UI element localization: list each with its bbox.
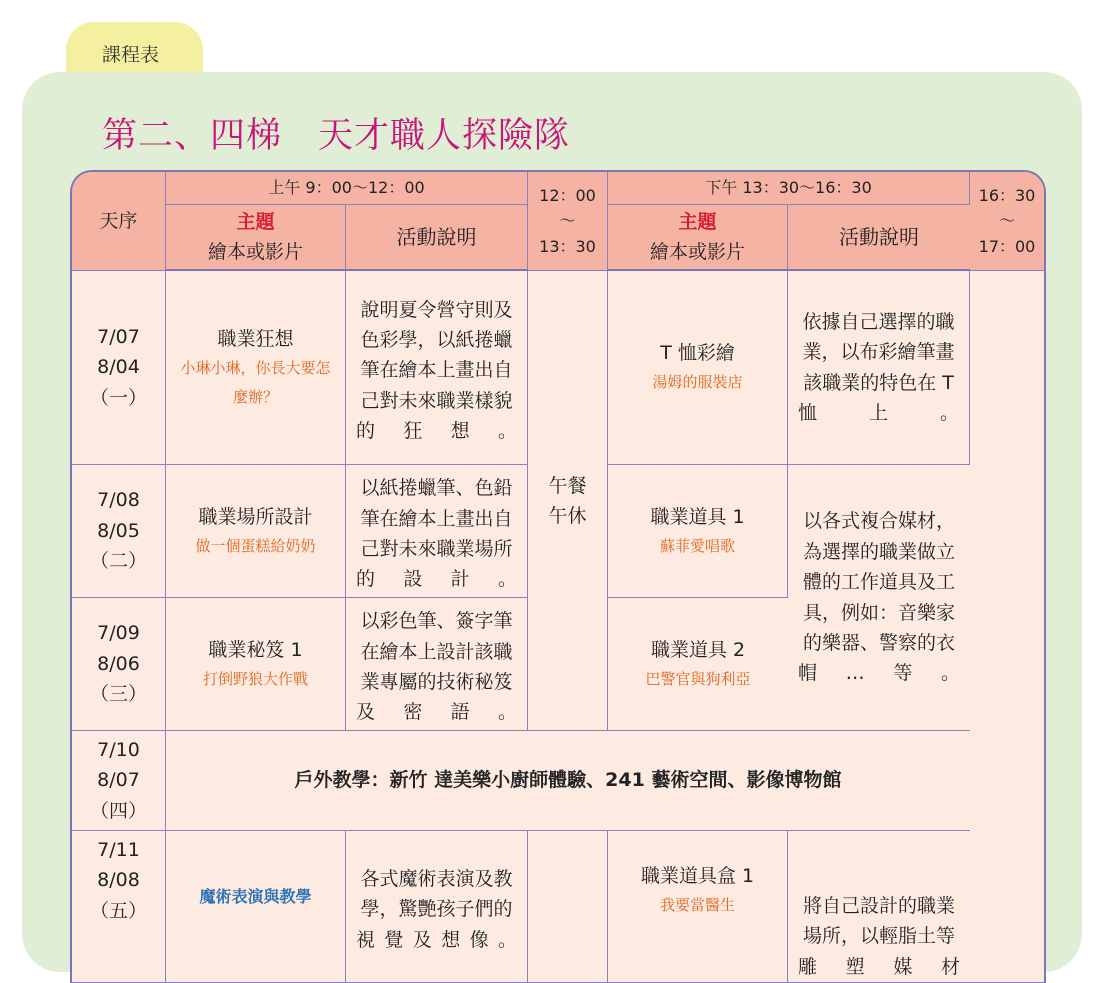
header-late — [970, 172, 1044, 271]
pm-desc: 將自己設計的職業場所，以輕脂土等雕塑媒材 — [798, 895, 961, 978]
am-desc-cell — [346, 831, 528, 983]
topic-sub-label-pm: 繪本或影片 — [650, 241, 746, 263]
pm-topic: 職業道具盒 1 — [640, 865, 755, 887]
pm-book: 湯姆的服裝店 — [652, 373, 743, 392]
date-cell — [72, 271, 166, 465]
pm-topic: 職業道具 2 — [650, 638, 746, 661]
schedule-table — [70, 170, 1046, 983]
weekday: （五） — [89, 899, 147, 922]
am-desc: 各式魔術表演及教學，驚艷孩子們的視覺及想像。 — [356, 868, 518, 951]
header-activity-am: 活動說明 — [346, 205, 528, 271]
date-line: 8/04 — [97, 356, 140, 379]
header-activity-pm: 活動說明 — [788, 205, 970, 271]
pm-topic: 職業道具 1 — [650, 505, 745, 528]
am-book: 打倒野狼大作戰 — [202, 669, 308, 688]
pm-desc-cell — [788, 831, 970, 983]
outing-cell: 戶外教學：新竹 達美樂小廚師體驗、241 藝術空間、影像博物館 — [166, 731, 970, 831]
date-cell — [72, 598, 166, 731]
noon-tilde: ～ — [559, 211, 576, 231]
tab-schedule[interactable]: 課程表 — [66, 22, 203, 80]
late-start: 16：30 — [978, 185, 1036, 205]
am-topic: 職業狂想 — [217, 327, 294, 350]
pm-topic-cell — [608, 271, 788, 465]
lunch-label: 午餐 — [548, 475, 587, 497]
topic-label-pm: 主題 — [678, 210, 717, 233]
am-topic-cell — [166, 598, 346, 731]
pm-topic-cell — [608, 831, 788, 983]
date-line: 7/09 — [97, 622, 140, 645]
am-book: 小琳小琳，你長大要怎麼辦？ — [180, 359, 331, 406]
pm-desc: 以各式複合媒材，為選擇的職業做立體的工作道具及工具，例如：音樂家的樂器、警察的衣帽…等。 — [798, 510, 961, 685]
date-cell — [72, 731, 166, 831]
pm-topic-cell — [608, 465, 788, 598]
pm-desc-cell — [788, 465, 970, 731]
pm-desc-cell — [788, 271, 970, 465]
late-cell — [970, 271, 1044, 983]
header-morning: 上午 9：00～12：00 — [166, 172, 528, 205]
header-afternoon: 下午 13：30～16：30 — [608, 172, 970, 205]
pm-desc: 依據自己選擇的職業，以布彩繪筆畫該職業的特色在 T 恤上。 — [798, 310, 960, 424]
header-noon — [528, 172, 608, 271]
weekday: （三） — [89, 683, 147, 706]
pm-book: 巴警官與狗利亞 — [645, 669, 751, 688]
header-topic-am — [166, 205, 346, 271]
table-row — [72, 271, 1044, 465]
nap-label: 午休 — [548, 505, 587, 528]
date-line: 7/07 — [97, 325, 140, 348]
noon-end: 13：30 — [539, 236, 596, 256]
date-line: 7/11 — [97, 839, 140, 861]
topic-label: 主題 — [236, 210, 275, 233]
date-cell — [72, 831, 166, 983]
date-line: 8/05 — [97, 519, 140, 542]
pm-book: 我要當醫生 — [660, 896, 736, 915]
date-line: 8/08 — [97, 869, 140, 892]
topic-sub-label: 繪本或影片 — [207, 241, 303, 263]
table-row — [72, 731, 1044, 831]
am-desc-cell — [346, 271, 528, 465]
am-topic: 職業場所設計 — [198, 505, 313, 528]
am-topic: 魔術表演與教學 — [199, 887, 312, 906]
late-tilde: ～ — [999, 211, 1016, 231]
noon-start: 12：00 — [539, 185, 596, 205]
am-topic-cell — [166, 271, 346, 465]
weekday: （二） — [89, 550, 147, 573]
pm-book: 蘇菲愛唱歌 — [660, 536, 736, 555]
am-desc: 以紙捲蠟筆、色鉛筆在繪本上畫出自己對未來職業場所的設計。 — [356, 477, 518, 591]
pm-topic-cell — [608, 598, 788, 731]
am-desc: 以彩色筆、簽字筆在繪本上設計該職業專屬的技術秘笈及密語。 — [356, 610, 518, 724]
weekday: （一） — [89, 386, 147, 409]
header-topic-pm — [608, 205, 788, 271]
am-desc-cell — [346, 465, 528, 598]
date-line: 8/07 — [97, 769, 140, 792]
am-desc: 說明夏令營守則及色彩學，以紙捲蠟筆在繪本上畫出自己對未來職業樣貌的狂想。 — [356, 298, 518, 443]
lunch-cell — [528, 271, 608, 731]
header-day: 天序 — [72, 172, 166, 271]
am-topic-cell — [166, 831, 346, 983]
date-line: 8/06 — [97, 652, 140, 675]
weekday: （四） — [89, 799, 147, 822]
am-book: 做一個蛋糕給奶奶 — [195, 536, 316, 555]
pm-topic: T 恤彩繪 — [660, 342, 735, 365]
am-topic-cell — [166, 465, 346, 598]
late-end: 17：00 — [978, 236, 1036, 256]
am-topic: 職業秘笈 1 — [208, 638, 303, 661]
table-row — [72, 831, 1044, 983]
date-line: 7/08 — [97, 489, 140, 512]
date-cell — [72, 465, 166, 598]
page-title: 第二、四梯 天才職人探險隊 — [102, 116, 571, 156]
lunch-cell-2 — [528, 831, 608, 983]
am-desc-cell — [346, 598, 528, 731]
date-line: 7/10 — [97, 738, 140, 761]
